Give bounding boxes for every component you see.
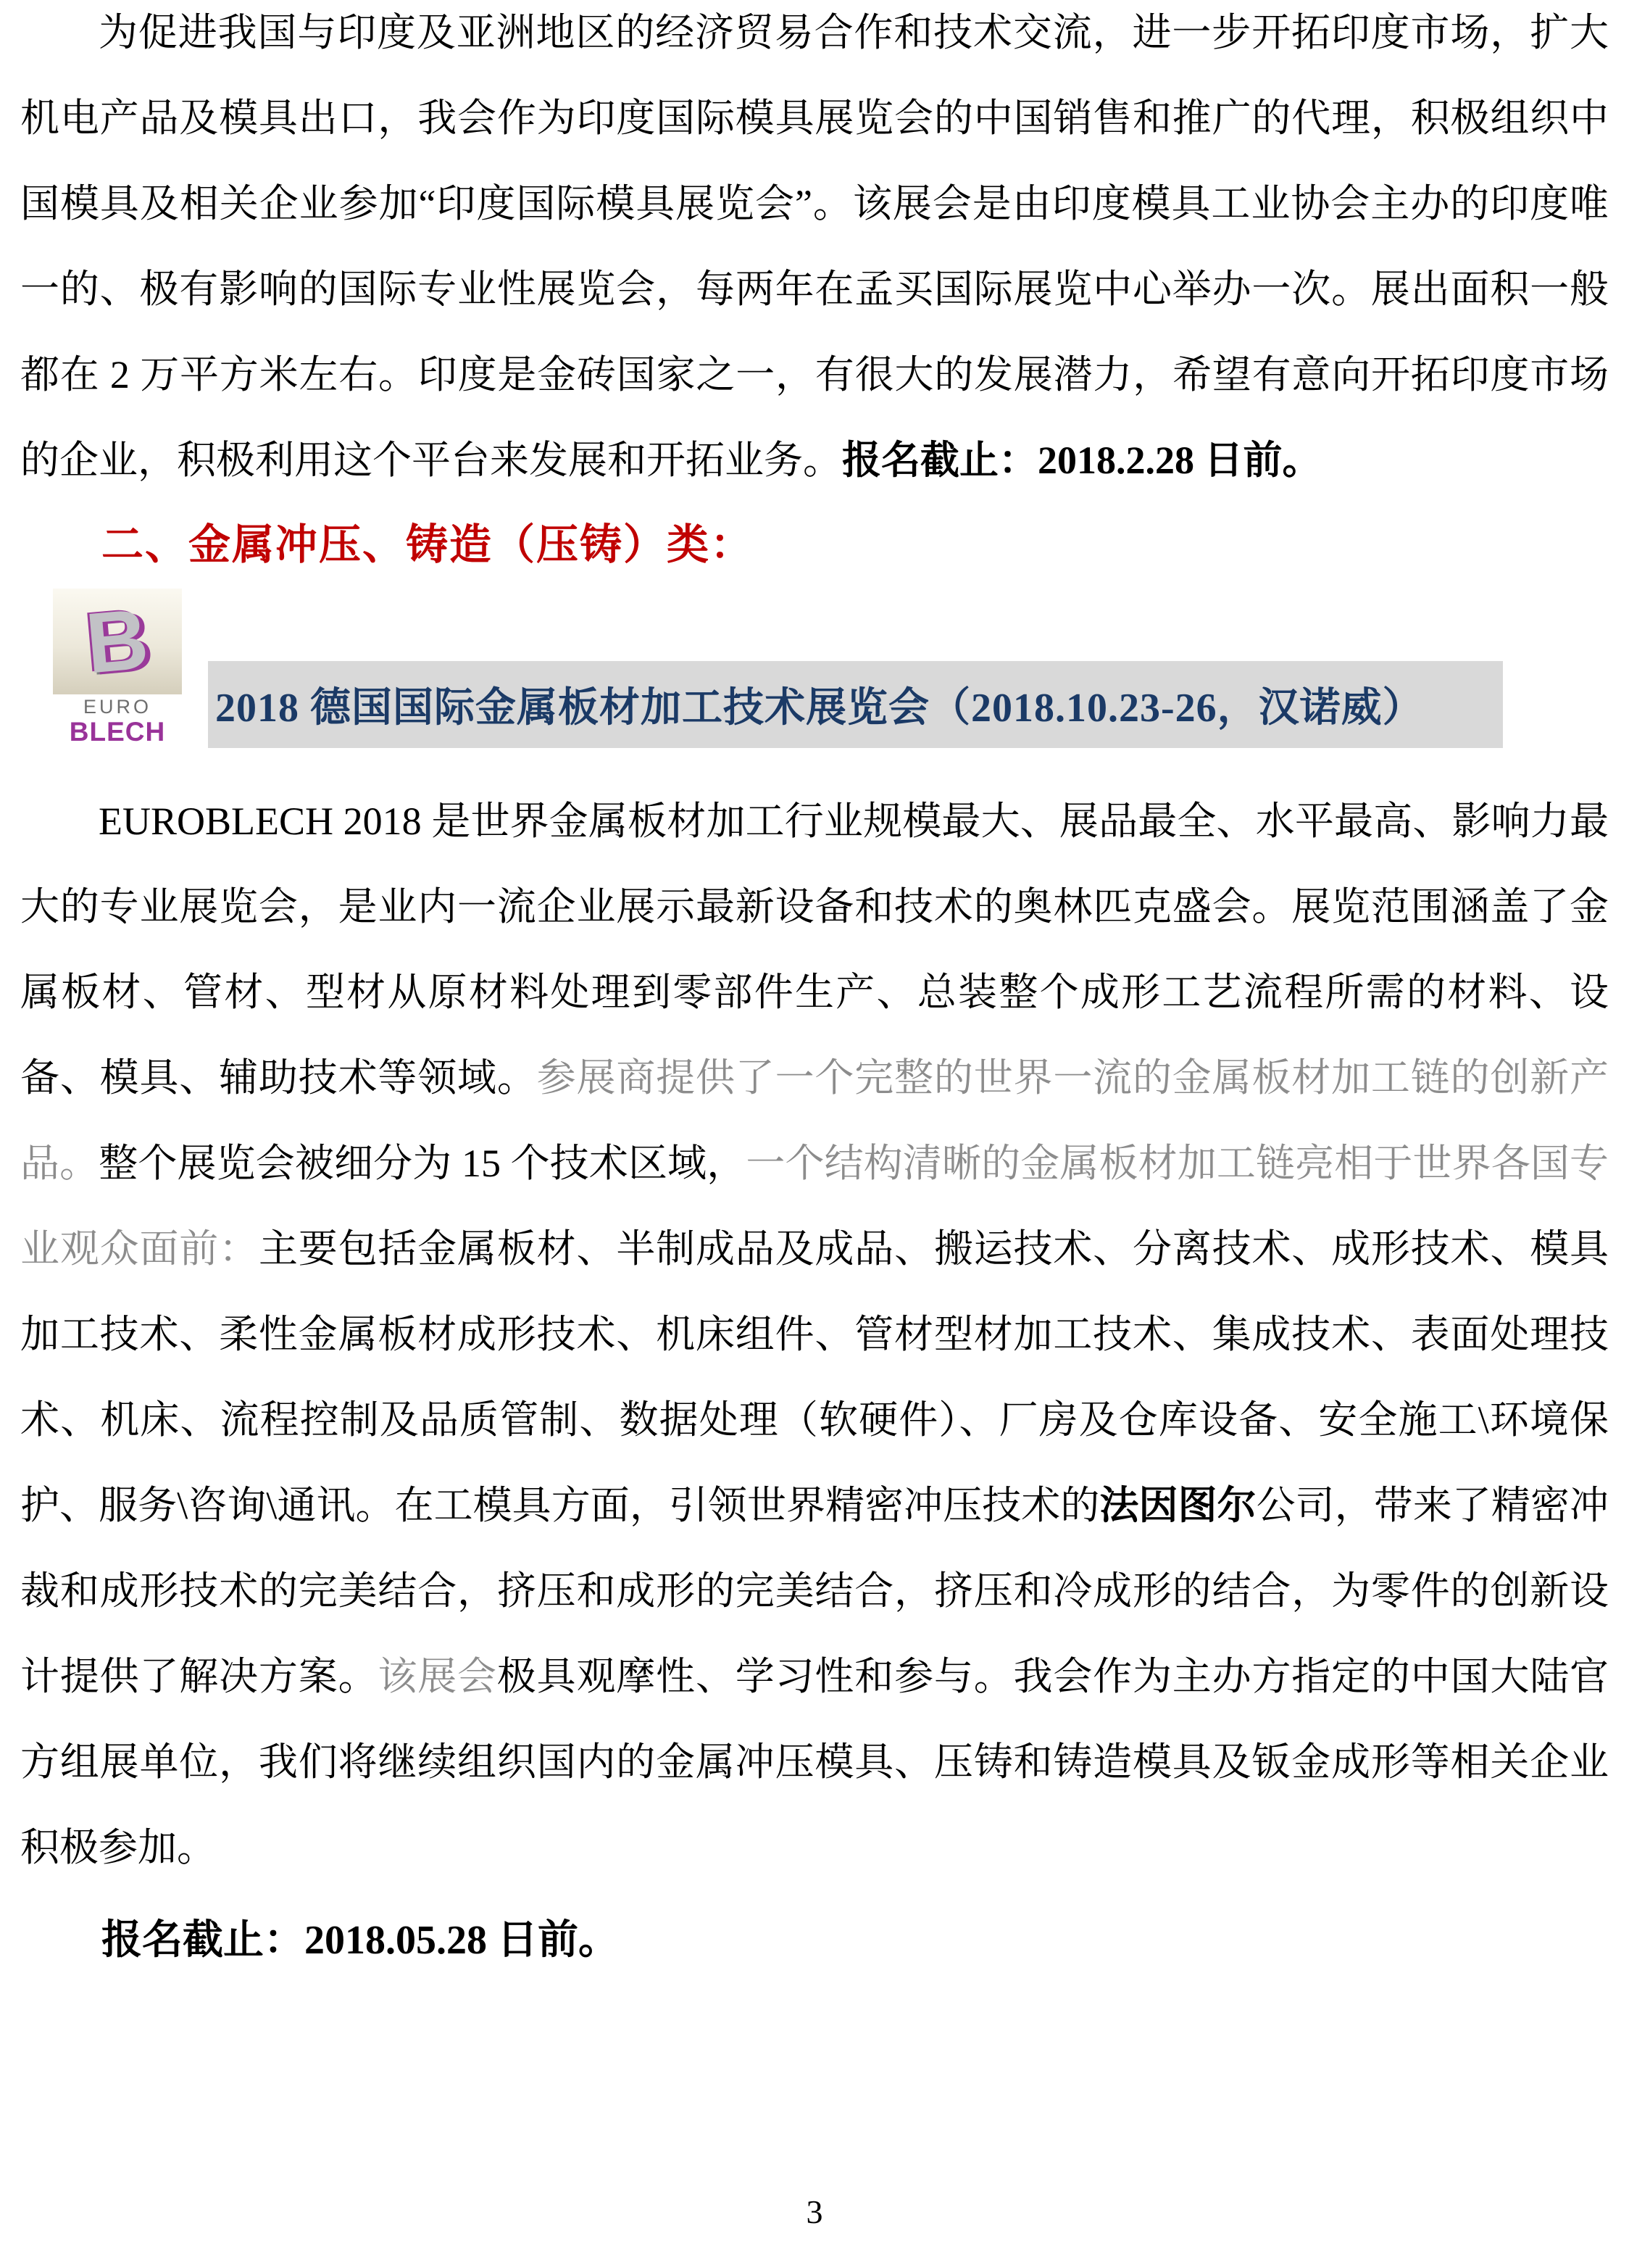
page-number: 3 <box>806 2193 823 2230</box>
logo-title-row <box>20 589 1609 764</box>
exhibition-title: 2018 德国国际金属板材加工技术展览会（2018.10.23-26，汉诺威） <box>215 686 1424 731</box>
paragraph-euroblech <box>20 778 1609 1890</box>
text-segment: 整个展览会被细分为 15 个技术区域， <box>99 1142 746 1185</box>
text-segment-gray: 该展会 <box>378 1655 497 1698</box>
section-heading-metal-stamping: 二、金属冲压、铸造（压铸）类： <box>101 521 754 568</box>
text-segment-gray: 一个结构清晰的金属板材加工链亮相于世界各国专业观众面前： <box>20 1142 1609 1271</box>
paragraph-india-exhibition <box>20 0 1609 503</box>
euroblech-logo-euro-text: EURO <box>83 696 151 718</box>
exhibition-title-bar <box>208 661 1503 748</box>
euroblech-logo-blech-text: BLECH <box>69 717 166 747</box>
euroblech-logo-square <box>53 589 182 694</box>
text-segment: 为促进我国与印度及亚洲地区的经济贸易合作和技术交流，进一步开拓印度市场，扩大机电产品及模具出口，我会作为印度国际模具展览会的中国销售和推广的代理，积极组织中国模具及相关企业参加“印度国际模具展览会”。该展会是由印度模具工业协会主办的印度唯一的、极有影响的国际专业性展览会，每两年在孟买国际展览中心举办一次。展出面积一般都在 2 万平方米左右。印度是金砖国家之一，有很大的发展潜力，希望有意向开拓印度市场的企业，积极利用这个平台来发展和开拓业务。 <box>20 11 1609 482</box>
text-segment-gray: 参展商提供了一个完整的世界一流的金属板材加工链的创新产品。 <box>20 1056 1609 1185</box>
euroblech-b-icon: B <box>82 591 153 692</box>
euroblech-logo <box>53 589 182 747</box>
text-segment: EUROBLECH 2018 是世界金属板材加工行业规模最大、展品最全、水平最高、影响力最大的专业展览会，是业内一流企业展示最新设备和技术的奥林匹克盛会。展览范围涵盖了金属板材、管材、型材从原材料处理到零部件生产、总装整个成形工艺流程所需的材料、设备、模具、辅助技术等领域。 <box>20 799 1609 1100</box>
text-segment: 主要包括金属板材、半制成品及成品、搬运技术、分离技术、成形技术、模具加工技术、柔性金属板材成形技术、机床组件、管材型材加工技术、集成技术、表面处理技术、机床、流程控制及品质管制、数据处理（软硬件）、厂房及仓库设备、安全施工\环境保护、服务\咨询\通讯。在工模具方面，引领世界精密冲压技术的 <box>20 1227 1609 1527</box>
company-name-feintool: 法因图尔 <box>1099 1484 1257 1527</box>
deadline-euroblech: 报名截止：2018.05.28 日前。 <box>101 1918 619 1963</box>
deadline-india: 报名截止：2018.2.28 日前。 <box>842 439 1322 482</box>
text-segment: 极具观摩性、学习性和参与。我会作为主办方指定的中国大陆官方组展单位，我们将继续组织国内的金属冲压模具、压铸和铸造模具及钣金成形等相关企业积极参加。 <box>20 1655 1609 1869</box>
text-segment: 公司，带来了精密冲裁和成形技术的完美结合，挤压和成形的完美结合，挤压和冷成形的结合，为零件的创新设计提供了解决方案。 <box>20 1484 1609 1698</box>
